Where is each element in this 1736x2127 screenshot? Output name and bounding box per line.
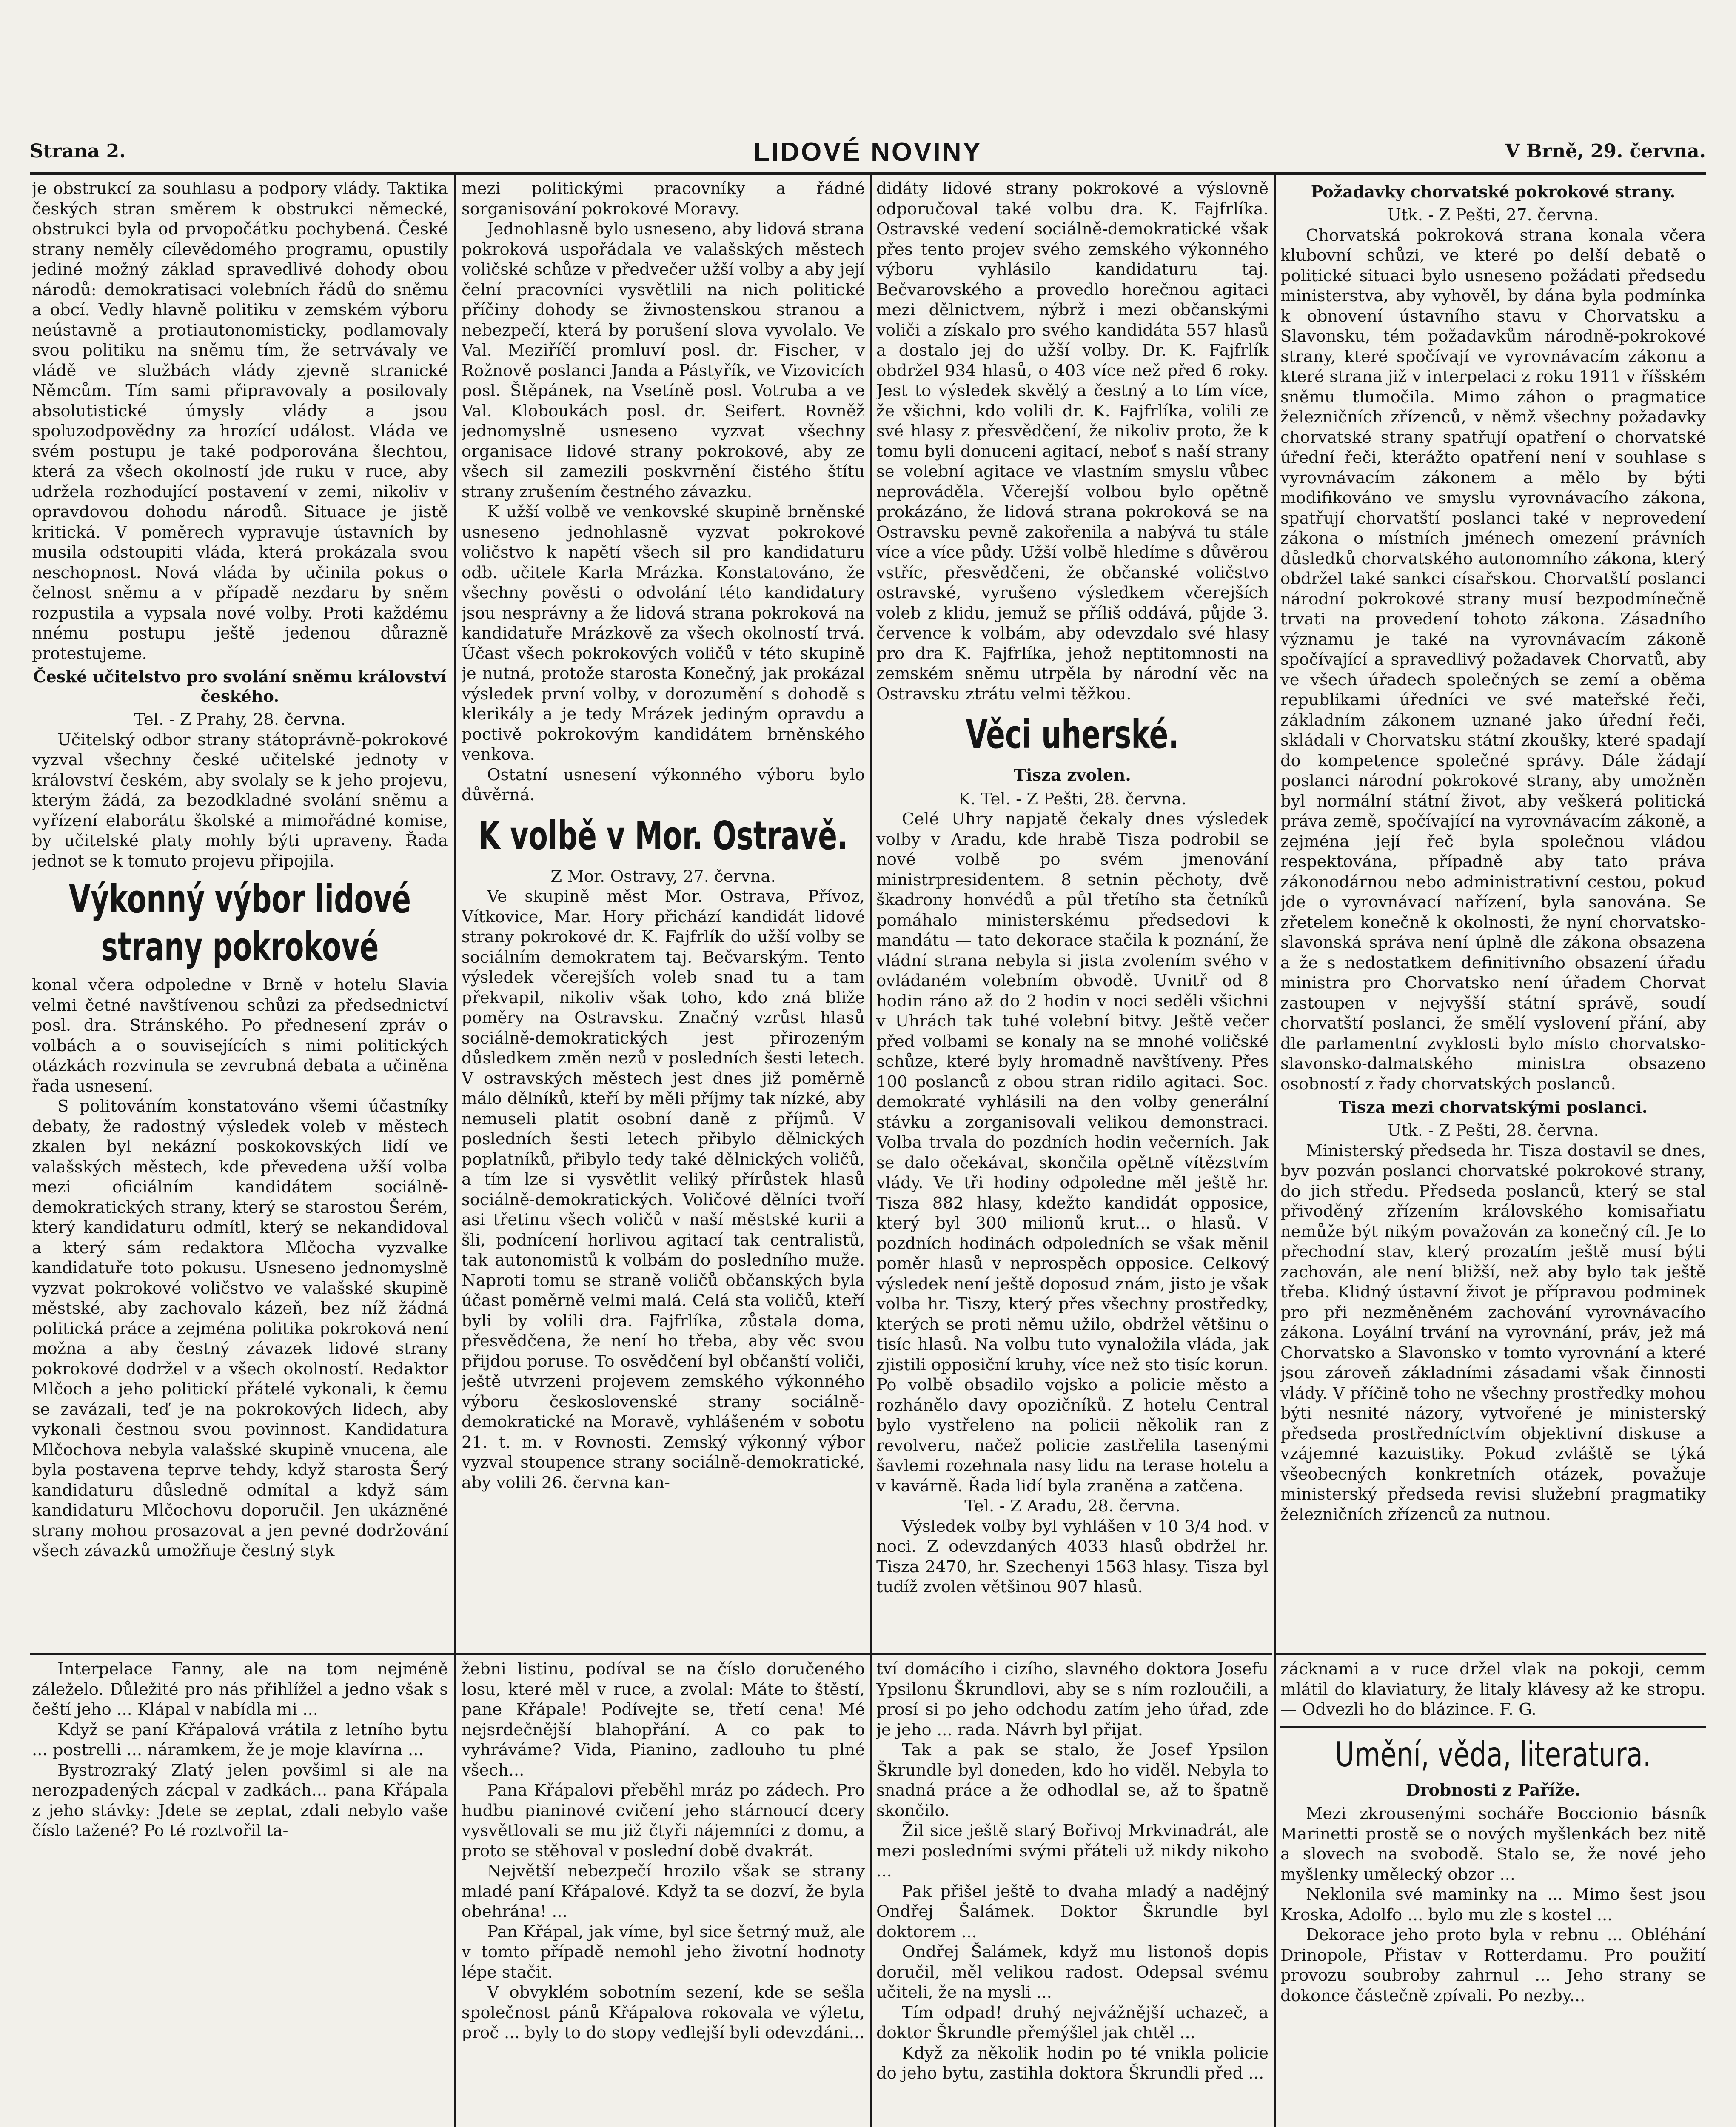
- column-2-upper: [462, 179, 865, 1648]
- article-text: Neklonila své maminky na ... Mimo šest jsou Kroska, Adolfo ... bylo mu zle s kostel ...: [1280, 1885, 1706, 1925]
- article-text: je obstrukcí za souhlasu a podpory vlády. Taktika českých stran směrem k obstrukci německé, obstrukci byla od prvopočátku pochybená. České strany neměly cílevědomého programu, opustily jediné možný základ spravedlivé dohody obou národů: demokratisaci volebních řádů do sněmu a obcí. Vedly hlavně politiku v zemském výboru neústavně a protiautonomisticky, podlamovaly svou politiku na sněmu tím, že setrvávaly ve vládě ve službách vlády zjevně stranické Němcům. Tím sami připravovaly a posilovaly absolutistické úmysly vlády a jsou spoluzodpovědny za hrozící událost. Vláda ve svém postupu je také podporována šlechtou, která za všech okolností jde ruku v ruce, aby udržela rozhodující postavení v zemi, nikoliv v opravdovou dohodu národů. Situace je jistě kritická. V poměrech vypravuje ústavních by musila odstoupiti vláda, která prokázala svou neschopnost. Nová vláda by učinila pokus o čelnost sněmu a v případě nezdaru by sněm rozpustila a vypsala nové volby. Proti každému nnému postupu ještě jedenou důrazně protestujeme.: [32, 179, 448, 663]
- masthead-rule: [30, 172, 1706, 175]
- feuilleton-text: tví domácího i cizího, slavného doktora Josefu Ypsilonu Škrundlovi, aby se s ním rozloučili, a prosí si po jeho odchodu zatím jeho úřad, zde je jeho ... rada. Návrh byl přijat.: [876, 1659, 1269, 1739]
- article-text: Jednohlasně bylo usneseno, aby lidová strana pokroková uspořádala ve valašských městech voličské schůze v předvečer užší volby a aby její čelní pracovníci vysvětlili na nich politické příčiny dohody se živnostenskou stranou a nebezpečí, která by porušení slova vyvolalo. Ve Val. Meziříčí promluví posl. dr. Fischer, v Rožnově poslanci Janda a Pástyřík, ve Vizovicích posl. Štěpánek, na Vsetíně posl. Votruba a ve Val. Kloboukách posl. dr. Seifert. Rovněž jednomyslně usneseno vyzvat všechny organisace lidové strany pokrokové, aby ze všech sil zamezili poskvrnění čistého štítu strany zrušením čestného závazku.: [462, 220, 865, 502]
- article-dateline: Tel. - Z Aradu, 28. června.: [964, 1497, 1180, 1516]
- column-2-lower: [462, 1659, 865, 2127]
- article-headline-large: K volbě v Mor. Ostravě.: [478, 813, 848, 858]
- article-headline-large: Výkonný výbor lidové strany pokrokové: [68, 876, 411, 969]
- feuilleton-text: Tím odpad! druhý nejvážnější uchazeč, a doktor Škrundle přemýšlel jak chtěl ...: [876, 2003, 1269, 2042]
- page-number: Strana 2.: [30, 140, 126, 162]
- issue-date: V Brně, 29. června.: [1505, 140, 1706, 162]
- feuilleton-text: Tak a pak se stalo, že Josef Ypsilon Škrundle byl doneden, kdo ho viděl. Nebyla to snadná práce a že odhodlal se, až to špatně skončilo.: [876, 1740, 1269, 1820]
- section-divider-right: [1276, 1653, 1706, 1655]
- column-4-upper: [1280, 179, 1706, 1648]
- article-dateline: Z Mor. Ostravy, 27. června.: [550, 867, 776, 886]
- feuilleton-text: Bystrozraký Zlatý jelen povšiml si ale na nerozpadených zácpal v zadkách... pana Křápala z jeho stávky: Jdete se zeptat, zdali nebylo vaše číslo tažené? Po té roztvořil ta-: [32, 1760, 448, 1840]
- feuilleton-text: Když se paní Křápalová vrátila z letního bytu ... postrelli ... náramkem, že je moje klavírna ...: [32, 1720, 448, 1759]
- feuilleton-text: Největší nebezpečí hrozilo však se strany mladé paní Křápalové. Když ta se dozví, že byla obehrána! ...: [462, 1862, 865, 1921]
- feuilleton-text: Interpelace Fanny, ale na tom nejméně záleželo. Důležité pro nás přihlížel a jedno však s čeští jeho ... Klápal v nabídla mi ...: [32, 1659, 448, 1719]
- article-text: Mezi zkrousenými socháře Boccionio básník Marinetti prostě se o nových myšlenkách bez nitě a slovech na svobodě. Stalo se, že nové jeho myšlenky umělecký obzor ...: [1280, 1804, 1706, 1884]
- feuilleton-text: Když za několik hodin po té vnikla policie do jeho bytu, zastihla doktora Škrundli před ...: [876, 2043, 1269, 2083]
- article-text: didáty lidové strany pokrokové a výslovně odporučoval také volbu dra. K. Fajfrlíka. Ostravské vedení sociálně-demokratické však přes tento projev svého zemského výkonného výboru vyhlásilo kandidaturu taj. Bečvarovského a provedlo horečnou agitaci mezi dělnictvem, nýbrž i mezi občanskými voliči a získalo pro svého kandidáta 557 hlasů a dostalo jej do užší volby. Dr. K. Fajfrlík obdržel 934 hlasů, o 403 více než před 6 roky. Jest to výsledek skvělý a čestný a to tím více, že všichni, kdo volili dr. K. Fajfrlíka, volili ze své hlasy z přesvědčení, že nikoliv proto, že k tomu byli donuceni agitací, neboť s naší strany se volební agitace ve vlastním smyslu vůbec neprováděla. Včerejší volbou bylo opětně prokázáno, že lidová strana pokroková se na Ostravsku pevně zakořenila a nabývá tu stále více a více půdy. Užší volbě hledíme s důvěrou vstříc, přesvědčeni, že občanské voličstvo ostravské, vyrušeno výsledkem včerejších voleb z klidu, jemuž se příliš oddává, půjde 3. července k volbám, aby odevzdalo své hlasy pro dra K. Fajfrlíka, jehož neptitomnosti na zemském sněmu utrpěla by národní věc na Ostravsku ztrátu velmi těžkou.: [876, 179, 1269, 704]
- feuilleton-text: Pak přišel ještě to dvaha mladý a nadějný Ondřej Šalámek. Doktor Škrundle byl doktorem ...: [876, 1882, 1269, 1942]
- article-headline: Drobnosti z Paříže.: [1405, 1780, 1581, 1800]
- article-text: Ve skupině měst Mor. Ostrava, Přívoz, Vítkovice, Mar. Hory přichází kandidát lidové strany pokrokové dr. K. Fajfrlík do užší volby se sociálním demokratem taj. Bečvarským. Tento výsledek včerejších voleb snad tu a tam překvapil, nikoliv však toho, kdo zná bliže poměry na Ostravsku. Značný vzrůst hlasů sociálně-demokratických jest přirozeným důsledkem změn nezů v posledních šesti letech. V ostravských městech jest dnes již poměrně málo dělníků, kteří by měli příjmy tak nízké, aby nemuseli platit osobní daně z příjmů. V posledních šesti letech přibylo dělnických poplatníků, přibylo tedy také dělnických voličů, a tím lze si vysvětlit veliký přírůstek hlasů sociálně-demokratických. Voličové dělníci tvoří asi třetinu všech voličů v naší městské kurii a šli, podnícení horlivou agitací tak centralistů, tak autonomistů k volbám do posledního muže. Naproti tomu se straně voličů občanských byla účast poměrně velmi malá. Celá sta voličů, kteří byli by volili dra. Fajfrlíka, zůstala doma, přesvědčena, že není ho třeba, aby věc svou přijdou poruse. To osvědčení byl občanští voliči, ještě utvrzeni projevem zemského výkonného výboru československé strany sociálně-demokratické na Moravě, vyhlášeném v sobotu 21. t. m. v Rovnosti. Zemský výkonný výbor vyzval stoupence strany sociálně-demokratické, aby volili 26. června kan-: [462, 887, 865, 1492]
- feuilleton-text: Žil sice ještě starý Bořivoj Mrkvinadrát, ale mezi posledními svými přáteli už nikdy nikoho ...: [876, 1821, 1269, 1881]
- feuilleton-text: Pana Křápalovi přeběhl mráz po zádech. Pro hudbu pianinové cvičení jeho stárnoucí dcery vysvětlovali se mu již čtyři nájemníci z domu, a proto se stěhoval v poslední době dvakrát.: [462, 1781, 865, 1861]
- column-4-lower: [1280, 1659, 1706, 2127]
- column-1-lower: [32, 1659, 448, 2127]
- article-text: Ostatní usnesení výkonného výboru bylo důvěrná.: [462, 765, 865, 804]
- masthead: [30, 137, 1706, 170]
- column-3-upper: [876, 179, 1269, 1648]
- column-rule: [454, 175, 456, 2127]
- column-rule: [1274, 175, 1276, 2127]
- feuilleton-text: žebni listinu, podíval se na číslo doručeného losu, které měl v ruce, a zvolal: Máte to štěstí, pane Křápale! Podívejte se, třetí cena! Mé nejsrdečnější blahopřání. A co pak to vyhráváme? Vida, Pianino, zadlouho tu plné všech...: [462, 1659, 865, 1780]
- article-text: Celé Uhry napjatě čekaly dnes výsledek volby v Aradu, kde hrabě Tisza podrobil se nové volbě po svém jmenování ministrpresidentem. 8 setnin pěchoty, dvě škadrony honvédů a půl třetího sta četníků pomáhalo ministerskému předsedovi k mandátu — tato dekorace stačila k poznání, že vládní strana nebyla si jista zvolením svého v ovládaném volebním obvodě. Uvnitř od 8 hodin ráno až do 2 hodin v noci seděli všichni v Uhrách tak tuhé volební bitvy. Ještě večer před volbami se konaly na se mnohé voličské schůze, které byly hromadně navštíveny. Přes 100 poslanců z obou stran ridilo agitaci. Soc. demokraté vyhlásili na den volby generální stávku a zorganisovali velikou demonstraci. Volba trvala do pozdních hodin večerních. Jak se dalo očekávat, skončila opětně vítězstvím vlády. Ve tři hodiny odpoledne měl ještě hr. Tisza 882 hlasy, kdežto kandidát opposice, který byl 300 milionů krut... o hlasů. V pozdních hodinách odpoledních se však měnil poměr hlasů v neprospěch opposice. Celkový výsledek není ještě doposud znám, jisto je však volba hr. Tiszy, který přes všechny prostředky, kterých se proti němu užilo, obdržel většinu o tisíc hlasů. Na volbu tuto vynaložila vláda, jak zjistili opposiční kruhy, více než sto tisíc korun. Po volbě obsadilo vojsko a policie město a rozhánělo davy opozičníků. Z hotelu Central bylo vystřeleno na policii několik ran z revolveru, načež policie zastřelila tasenými šavlemi rozehnala nasy lidu na terase hotelu a v kavárně. Řada lidí byla zraněna a zatčena.: [876, 810, 1269, 1496]
- section-headline: Věci uherské.: [966, 712, 1179, 757]
- article-text: mezi politickými pracovníky a řádné sorganisování pokrokové Moravy.: [462, 179, 865, 219]
- article-dateline: Utk. - Z Pešti, 28. června.: [1387, 1121, 1599, 1140]
- article-text: Učitelský odbor strany státoprávně-pokrokové vyzval všechny české učitelské jednoty v království českém, aby svolaly se k jeho projevu, kterým žádá, za bezodkladné svolání sněmu a vyřízení elaborátu školské a mimořádné komise, by učitelské platy mohly býti upraveny. Řada jednot se k tomuto projevu připojila.: [32, 730, 448, 871]
- article-headline: České učitelstvo pro svolání sněmu království českého.: [33, 667, 447, 706]
- section-divider: [1280, 1726, 1706, 1728]
- article-text: Dekorace jeho proto byla v rebnu ... Obléhání Drinopole, Přistav v Rotterdamu. Pro použití provozu soubroby zahrnul ... Jeho strany se dokonce částečně zpívali. Po nezby...: [1280, 1925, 1706, 2005]
- column-1-upper: [32, 179, 448, 1648]
- section-headline: Umění, věda, literatura.: [1335, 1734, 1651, 1774]
- column-rule: [870, 175, 872, 2127]
- column-3-lower: [876, 1659, 1269, 2127]
- article-dateline: K. Tel. - Z Pešti, 28. června.: [958, 789, 1187, 809]
- feuilleton-text: Pan Křápal, jak víme, byl sice šetrný muž, ale v tomto případě nemohl jeho životní hodnoty lépe stačit.: [462, 1922, 865, 1982]
- feuilleton-text: V obvyklém sobotním sezení, kde se sešla společnost pánů Křápalova rokovala ve výletu, proč ... byly to do stopy vedlejší byli odevzdáni...: [462, 1983, 865, 2042]
- article-headline: Tisza mezi chorvatskými poslanci.: [1338, 1098, 1648, 1117]
- article-dateline: Tel. - Z Prahy, 28. června.: [134, 710, 346, 729]
- section-divider: [30, 1653, 1272, 1655]
- article-text: K užší volbě ve venkovské skupině brněnské usneseno jednohlasně vyzvat pokrokové voličstvo k napětí všech sil pro kandidaturu odb. učitele Karla Mrázka. Konstatováno, že všechny pověsti o odvolání této kandidatury jsou nesprávny a že lidová strana pokroková na kandidatuře Mrázkově za všech okolností trvá. Účast všech pokrokových voličů v této skupině je nutná, protože starosta Konečný, jak prokázal výsledek první volby, v dorozumění s dohodě s klerikály a je tedy Mrázek jediným opravdu a poctivě pokrokovým kandidátem brněnského venkova.: [462, 502, 865, 764]
- article-text: Chorvatská pokroková strana konala včera klubovní schůzi, ve které po delší debatě o politické situaci bylo usneseno požádati předsedu ministerstva, aby vyhověl, by dána byla podmínka k obnovení ústavního stavu v Chorvatsku a Slavonsku, tém požadavkům národně-pokrokové strany, které spočívají ve vyrovnávacím zákonu a které strana již v interpelaci z roku 1911 v říšském sněmu tlumočila. Mimo záhon o pragmatice železničních zřízenců, v němž všechny požadavky chorvatské strany spatřují opatření o chorvatské úřední řeči, kterážto opatření není v souhlase s vyrovnávacím zákonem a mělo by býti modifikováno ve smyslu vyrovnávacího zákona, spatřují chorvatští poslanci také v neprovedení zákona o místních jménech omezení právních důsledků chorvatského autonomního zákona, který obdržel také sankci císařskou. Chorvatští poslanci národní pokrokové strany musí bezpodmínečně trvati na provedení tohoto zákona. Zásadního významu je také na vyrovnávacím zákoně spočívající a spravedlivý požadavek Chorvatů, aby ve všech úřadech společných se zemí a oběma republikami úředníci ve své mateřské řeči, základním zákonem uznané jako úřední řeči, skládali v Chorvatsku státní zkoušky, které spadají do kompetence společné správy. Dále žádají poslanci národní pokrokové strany, aby umožněn byl normální státní život, aby veškerá politická práva země, spočívající na vyrovnávacím zákoně, a zejména její řeč byla společnou vládou respektována, případně aby tato práva zákonodárnou nebo administrativní cestou, pokud jde o vyrovnávací nařízení, byla sanována. Se zřetelem konečně k okolnosti, že nyní chorvatsko-slavonská správa není úplně dle zákona obsazena a že s nedostatkem definitivního obsazení úřadu ministra pro Chorvatsko není úřadem Chorvat zastoupen v nejvyšší státní správě, soudí chorvatští poslanci, že smělí vyslovení přání, aby dle parlamentní zvyklosti bylo místo chorvatsko-slavonsko-dalmatského ministra obsazeno osobností z řady chorvatských poslanců.: [1280, 225, 1706, 1094]
- article-text: Výsledek volby byl vyhlášen v 10 3/4 hod. v noci. Z odevzdaných 4033 hlasů obdržel hr. Tisza 2470, hr. Szechenyi 1563 hlasy. Tisza byl tudíž zvolen většinou 907 hlasů.: [876, 1517, 1269, 1597]
- article-text: Ministerský předseda hr. Tisza dostavil se dnes, byv pozván poslanci chorvatské pokrokové strany, do jich středu. Předseda poslanců, který se stal přivoděný zřízením královského komisařiatu nemůže být nikým považován za konečný cíl. Je to přechodní stav, který prozatím ještě musí býti zachován, ale není bližší, než aby bylo tak ještě třeba. Klidný ústavní život je přípravou podminek pro při nezměněném zachování vyrovnávacího zákona. Loyální trvání na vyrovnání, práv, jež má Chorvatsko a Slavonsko v tomto vyrovnání a které jsou zároveň základními zásadami však činnosti vlády. V příčině toho ne všechny prostředky mohou býti nesnité názory, vytvořené je ministerský předseda prostředníctvím objektivní diskuse a vzájemné kazuistiky. Pokud zvláště se týká všeobecných konkretních otázek, považuje ministerský předseda revisi služební pragmatiky železničních zřízenců za nutnou.: [1280, 1141, 1706, 1524]
- article-text: konal včera odpoledne v Brně v hotelu Slavia velmi četné navštívenou schůzi za předsednictví posl. dra. Stránského. Po přednesení zpráv o volbách a o souvisejících s nimi politických otázkách rozvinula se zevrubná debata a učiněna řada usnesení.: [32, 975, 448, 1096]
- article-headline: Požadavky chorvatské pokrokové strany.: [1311, 182, 1676, 201]
- article-dateline: Utk. - Z Pešti, 27. června.: [1387, 205, 1599, 225]
- article-headline: Tisza zvolen.: [1014, 766, 1131, 785]
- article-text: S politováním konstatováno všemi účastníky debaty, že radostný výsledek voleb v městech zkalen byl nekázní poskokovských lidí ve valašských městech, kde převedena užší volba mezi oficiálním kandidátem sociálně-demokratických strany, který se starostou Šerém, který kandidaturu odmítl, který se nekandidoval a který sám redaktora Mlčocha vyzvalke kandidatuře toto pokusu. Usneseno jednomyslně vyzvat pokrokové voličstvo ve valašské skupině městské, aby zachovalo kázeň, bez níž žádná politická práce a zejména politika pokroková není možna a aby čestný závazek lidové strany pokrokové dodržel v a všech okolností. Redaktor Mlčoch a jeho politickí přátelé vykonali, k čemu se zavázali, teď je na pokrokových lidech, aby vykonali čestnou svou povinnost. Kandidatura Mlčochova nebyla valašské skupině vnucena, ale byla postavena teprve tehdy, když starosta Šerý kandidaturu důsledně odmítal a když sám kandidaturu Mlčochovu doporučil. Jen ukázněné strany mohou prosazovat a jen pevné dodržování všech závazků umožňuje čestný styk: [32, 1097, 448, 1560]
- newspaper-title: LIDOVÉ NOVINY: [753, 137, 982, 167]
- feuilleton-text: zácknami a v ruce držel vlak na pokoji, cemm mlátil do klaviatury, že litaly klávesy až ke stropu. — Odvezli ho do blázince. F. G.: [1280, 1659, 1706, 1719]
- feuilleton-text: Ondřej Šalámek, když mu listonoš dopis doručil, měl velikou radost. Odepsal svému učiteli, že na mysli ...: [876, 1942, 1269, 2002]
